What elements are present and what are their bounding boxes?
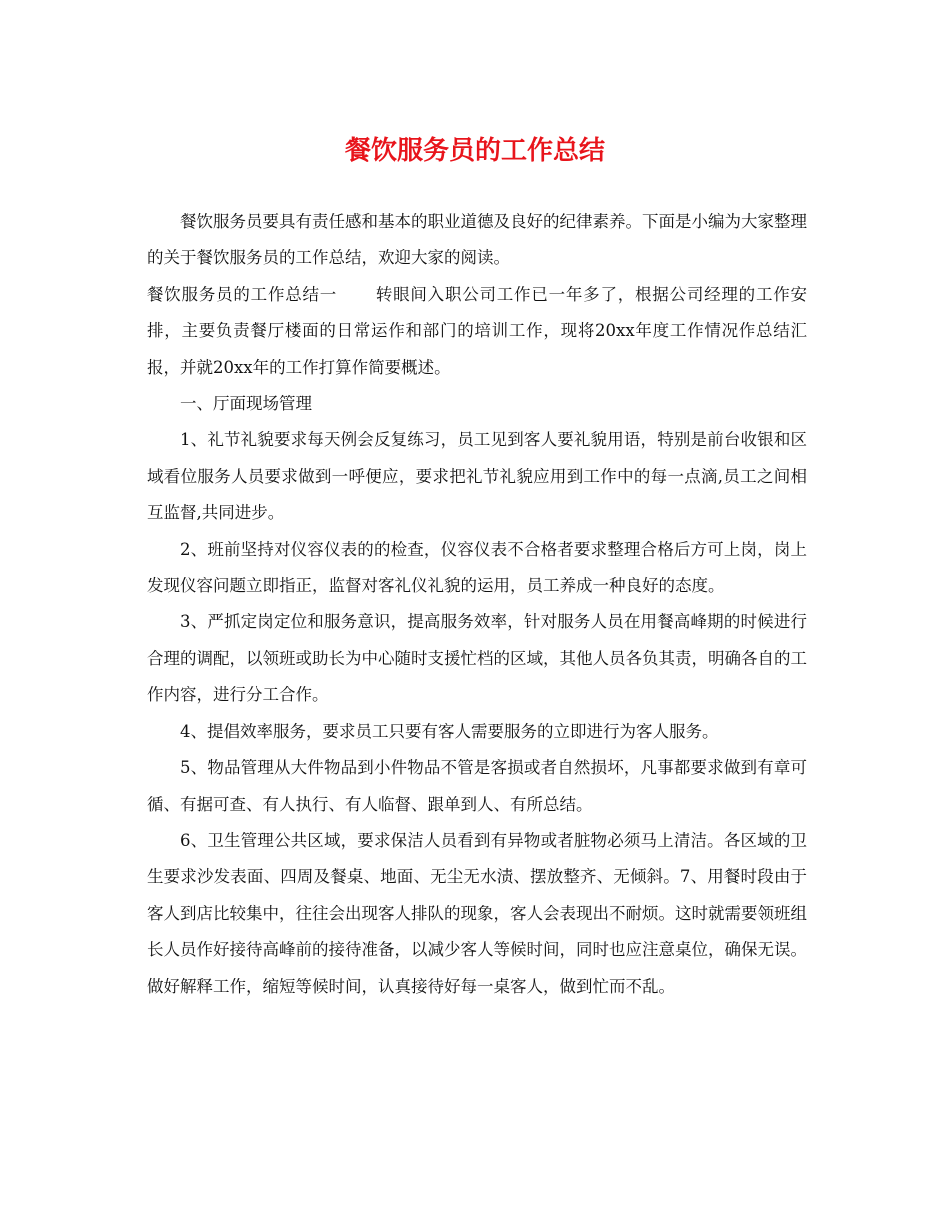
summary-body: 转眼间入职公司工作已一年多了，根据公司经理的工作安排，主要负责餐厅楼面的日常运作和部门的培训工作，现将20xx年度工作情况作总结汇报，并就20xx年的工作打算作简要概述。 [147, 284, 808, 377]
list-item: 3、严抓定岗定位和服务意识，提高服务效率，针对服务人员在用餐高峰期的时候进行合理的调配，以领班或助长为中心随时支援忙档的区域，其他人员各负其责，明确各自的工作内容，进行分工合作。 [147, 612, 807, 705]
list-item: 2、班前坚持对仪容仪表的的检查，仪容仪表不合格者要求整理合格后方可上岗，岗上发现仪容问题立即指正，监督对客礼仪礼貌的运用，员工养成一种良好的态度。 [147, 539, 807, 596]
summary-paragraph [147, 277, 807, 386]
list-item: 1、礼节礼貌要求每天例会反复练习，员工见到客人要礼貌用语，特别是前台收银和区域看位服务人员要求做到一呼便应，要求把礼节礼貌应用到工作中的每一点滴,员工之间相互监督,共同进步。 [147, 430, 807, 523]
page-title: 餐饮服务员的工作总结 [344, 136, 605, 166]
list-item: 5、物品管理从大件物品到小件物品不管是客损或者自然损坏，凡事都要求做到有章可循、有据可查、有人执行、有人临督、跟单到人、有所总结。 [147, 758, 807, 814]
list-item: 6、卫生管理公共区域，要求保洁人员看到有异物或者脏物必须马上清洁。各区域的卫生要求沙发表面、四周及餐桌、地面、无尘无水渍、摆放整齐、无倾斜。7、用餐时段由于客人到店比较集中，往往会出现客人排队的现象，客人会表现出不耐烦。这时就需要领班组长人员作好接待高峰前的接待准备，以减少客人等候时间，同时也应注意桌位，确保无误。做好解释工作，缩短等候时间，认真接待好每一桌客人，做到忙而不乱。 [147, 830, 807, 996]
summary-heading: 餐饮服务员的工作总结一 [147, 284, 338, 304]
section-heading-floor-management: 一、厅面现场管理 [180, 394, 312, 414]
document-body [147, 204, 807, 1005]
intro-paragraph: 餐饮服务员要具有责任感和基本的职业道德及良好的纪律素养。下面是小编为大家整理的关于餐饮服务员的工作总结，欢迎大家的阅读。 [147, 212, 807, 268]
list-item: 4、提倡效率服务，要求员工只要有客人需要服务的立即进行为客人服务。 [180, 721, 719, 741]
